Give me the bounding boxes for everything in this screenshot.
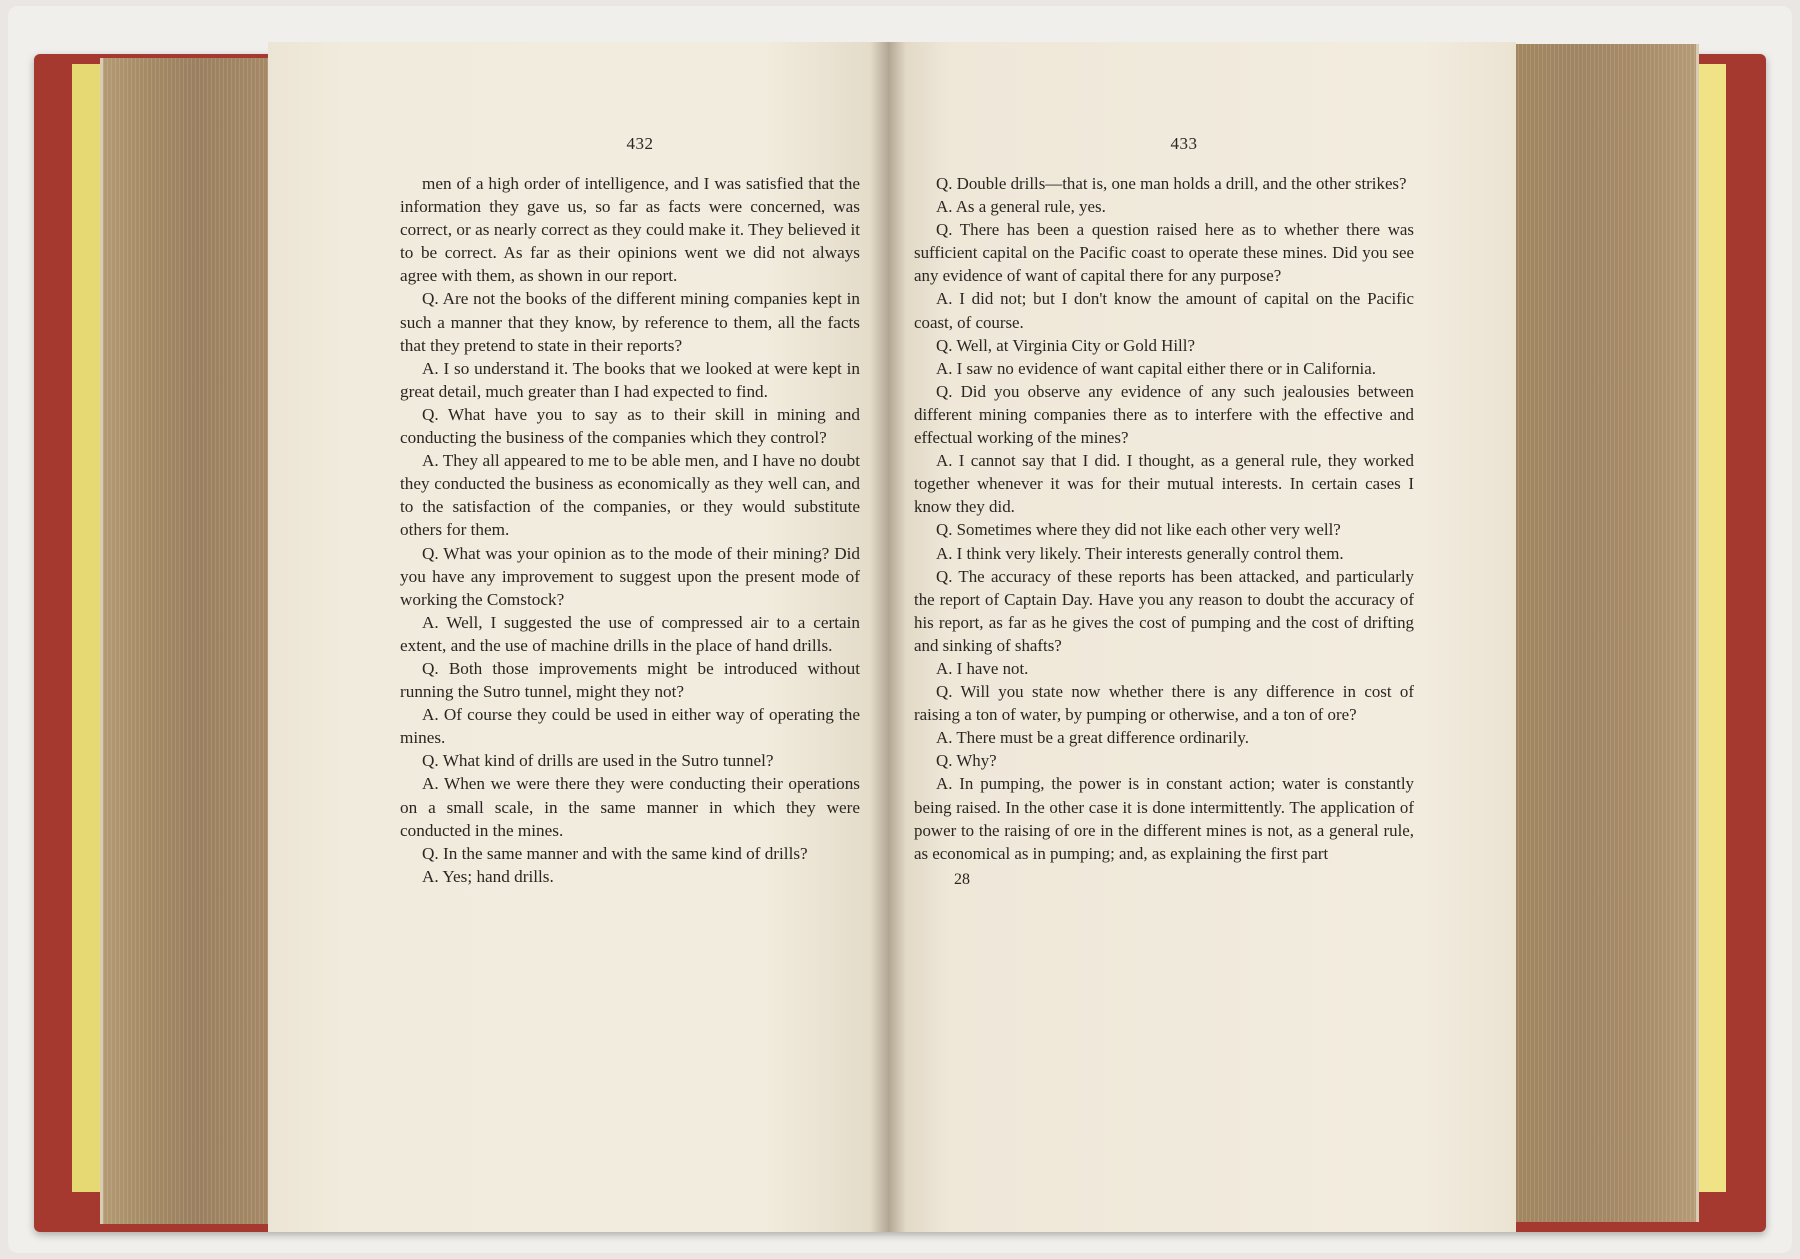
- paragraph: Q. The accuracy of these reports has been attacked, and particularly the report of Captain Day. Have you any reason to doubt the accuracy of his report, as far as he gives the cost of pumping and the cost of drifting and sinking of shafts?: [914, 566, 1414, 655]
- paragraph: A. They all appeared to me to be able men, and I have no doubt they conducted the business as economically as they well can, and to the satisfaction of the companies, or they would substitute others for them.: [400, 451, 860, 540]
- paragraph: A. I have not.: [936, 658, 1029, 678]
- signature-mark: 28: [954, 870, 970, 888]
- paragraph: Q. Sometimes where they did not like each other very well?: [936, 520, 1341, 540]
- paragraph: Q. What have you to say as to their skill in mining and conducting the business of the companies which they control?: [400, 404, 860, 448]
- paragraph: Q. Well, at Virginia City or Gold Hill?: [936, 335, 1195, 355]
- paragraph: Q. In the same manner and with the same kind of drills?: [422, 843, 808, 863]
- paragraph: men of a high order of intelligence, and I was satisfied that the information they gave us, so far as facts were concerned, was correct, or as nearly correct as they could make it. They believed it to be correct. As far as their opinions went we did not always agree with them, as shown in our report.: [400, 174, 860, 286]
- right-page: [888, 42, 1516, 1232]
- paragraph: A. I think very likely. Their interests generally control them.: [936, 543, 1344, 563]
- paragraph: Q. What was your opinion as to the mode of their mining? Did you have any improvement to suggest upon the present mode of working the Comstock?: [400, 543, 860, 609]
- paragraph: Q. Both those improvements might be introduced without running the Sutro tunnel, might they not?: [400, 658, 860, 702]
- page-text: [914, 172, 1414, 865]
- paragraph: Q. Double drills—that is, one man holds a drill, and the other strikes?: [936, 174, 1407, 193]
- paragraph: A. I cannot say that I did. I thought, as a general rule, they worked together whenever it was for their mutual interests. In certain cases I know they did.: [914, 451, 1414, 517]
- left-page: [268, 42, 888, 1232]
- paragraph: A. There must be a great difference ordinarily.: [936, 728, 1249, 748]
- paragraph: A. I did not; but I don't know the amount of capital on the Pacific coast, of course.: [914, 289, 1414, 332]
- paragraph: A. I saw no evidence of want capital either there or in California.: [936, 358, 1376, 378]
- endpaper-left: [72, 64, 102, 1192]
- paragraph: A. As a general rule, yes.: [936, 197, 1106, 217]
- paragraph: Q. What kind of drills are used in the Sutro tunnel?: [422, 751, 774, 771]
- paragraph: A. Well, I suggested the use of compressed air to a certain extent, and the use of machine drills in the place of hand drills.: [400, 612, 860, 655]
- paragraph: A. Of course they could be used in either way of operating the mines.: [400, 705, 860, 748]
- paragraph: A. Yes; hand drills.: [422, 866, 554, 886]
- paragraph: A. In pumping, the power is in constant action; water is constantly being raised. In the other case it is done intermittently. The application of power to the raising of ore in the different mines is not, as a general rule, as economical as in pumping; and, as explaining the first part: [914, 774, 1414, 863]
- paragraph: Q. There has been a question raised here as to whether there was sufficient capital on the Pacific coast to operate these mines. Did you see any evidence of want of capital there for any purpose?: [914, 220, 1414, 286]
- paragraph: A. I so understand it. The books that we looked at were kept in great detail, much greater than I had expected to find.: [400, 358, 860, 401]
- page-edges-right: [1514, 44, 1699, 1222]
- paragraph: A. When we were there they were conducting their operations on a small scale, in the same manner in which they were conducted in the mines.: [400, 774, 860, 840]
- paragraph: Q. Are not the books of the different mining companies kept in such a manner that they know, by reference to them, all the facts that they pretend to state in their reports?: [400, 289, 860, 355]
- paragraph: Q. Why?: [936, 751, 997, 771]
- paragraph: Q. Will you state now whether there is any difference in cost of raising a ton of water, by pumping or otherwise, and a ton of ore?: [914, 682, 1414, 725]
- page-number: 432: [626, 134, 654, 153]
- paragraph: Q. Did you observe any evidence of any such jealousies between different mining companies there as to interfere with the effective and effectual working of the mines?: [914, 381, 1414, 448]
- page-text: [400, 172, 860, 888]
- page-number: 433: [1170, 134, 1198, 153]
- page-edges-left: [100, 58, 273, 1224]
